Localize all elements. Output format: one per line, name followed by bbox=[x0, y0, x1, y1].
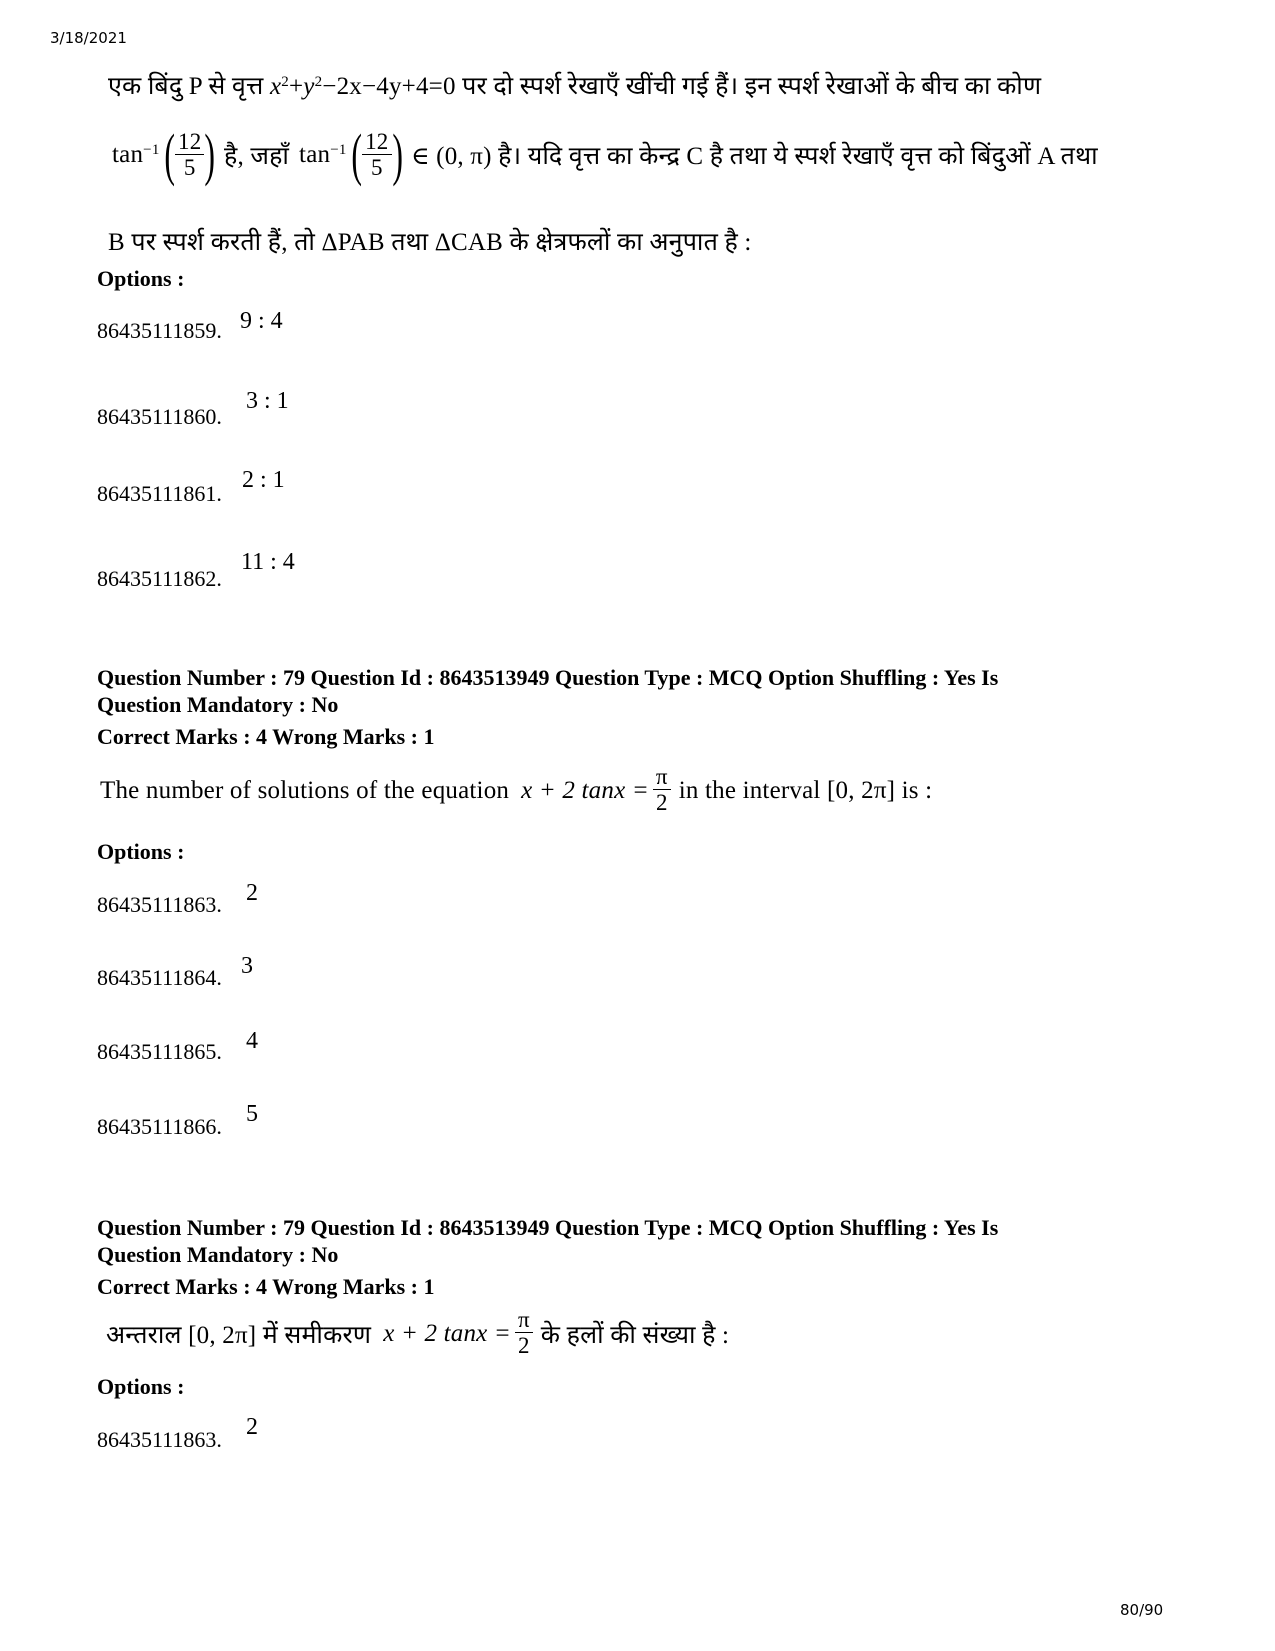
fraction-12-5: $\frac{12}{5}$ bbox=[362, 130, 391, 181]
tan-inverse: $\tan^{-1}$ bbox=[299, 141, 347, 168]
fraction-pi-2: $\frac{\pi}{2}$ bbox=[653, 765, 671, 816]
question-text-line-3: B पर स्पर्श करती हैं, तो ΔPAB तथा ΔCAB के क्षेत्रफलों का अनुपात है : bbox=[108, 229, 752, 256]
fraction-12-5: $\frac{12}{5}$ bbox=[175, 130, 204, 181]
question-marks: Correct Marks : 4 Wrong Marks : 1 bbox=[97, 1274, 435, 1299]
question-meta: Question Number : 79 Question Id : 8643513949 Question Type : MCQ Option Shuffling : Yes Is Question Mandatory : No bbox=[97, 665, 999, 717]
options-label: Options : bbox=[97, 266, 185, 291]
tan-inverse: $\tan^{-1}$ bbox=[112, 141, 160, 168]
options-label: Options : bbox=[97, 1374, 185, 1399]
question-text: The number of solutions of the equation x + 2 tanx = $\frac{\pi}{2}$ in the interval [0, 2π] is : bbox=[100, 764, 933, 815]
print-date: 3/18/2021 bbox=[50, 29, 127, 47]
page-number: 80/90 bbox=[1120, 1601, 1164, 1619]
question-text-line-1: एक बिंदु P से वृत्त $x^2+y^2-2x-4y+4=0$ पर दो स्पर्श रेखाएँ खींची गई हैं। इन स्पर्श रेखाओं के बीच का कोण bbox=[108, 73, 1042, 100]
question-marks: Correct Marks : 4 Wrong Marks : 1 bbox=[97, 724, 435, 749]
fraction-pi-2: $\frac{\pi}{2}$ bbox=[515, 1308, 533, 1359]
question-text-line-2: $\tan^{-1}$ ( $\frac{12}{5}$ ) है, जहाँ $\tan^{-1}$ ( $\frac{12}{5}$ ) ∈ (0, π) है। यदि वृत्त का केन्द्र C है तथा ये स्पर्श रेखाएँ वृत्त को बिंदुओं A तथा bbox=[112, 122, 1098, 187]
question-meta: Question Number : 79 Question Id : 8643513949 Question Type : MCQ Option Shuffling : Yes Is Question Mandatory : No bbox=[97, 1215, 999, 1267]
options-label: Options : bbox=[97, 839, 185, 864]
question-text: अन्तराल [0, 2π] में समीकरण x + 2 tanx = $\frac{\pi}{2}$ के हलों की संख्या है : bbox=[106, 1307, 730, 1358]
